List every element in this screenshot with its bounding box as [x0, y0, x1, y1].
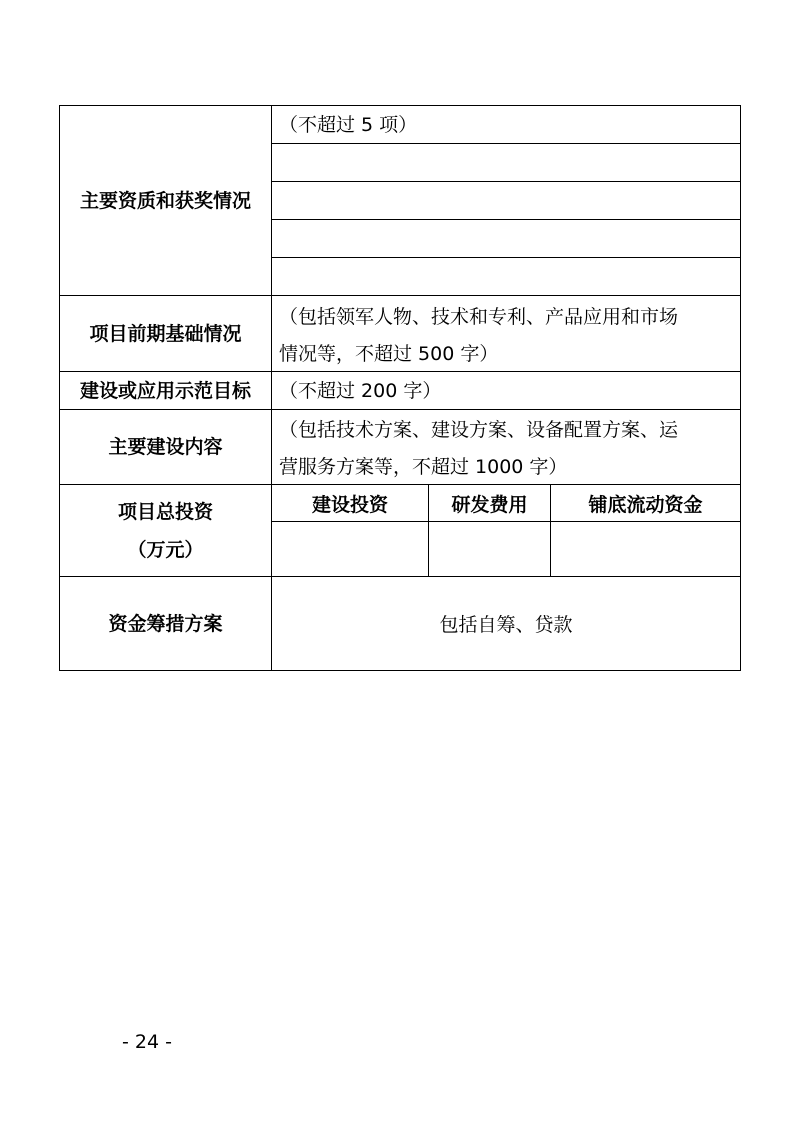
qualifications-label: 主要资质和获奖情况 [79, 189, 251, 212]
investment-column-header-rnd: 研发费用 [451, 493, 528, 516]
table-border-right [740, 105, 741, 671]
investment-column-header-working-capital: 铺底流动资金 [588, 493, 703, 516]
investment-value-construction[interactable] [272, 522, 428, 576]
foundation-note-line1: （包括领军人物、技术和专利、产品应用和市场 [279, 306, 679, 328]
investment-label [60, 485, 271, 576]
qualifications-subrow-divider [271, 219, 741, 220]
foundation-note-line2: 情况等，不超过 500 字） [279, 343, 499, 365]
investment-label-line2: （万元） [127, 538, 204, 561]
page-number: - 24 - [122, 1031, 172, 1053]
investment-value-rnd[interactable] [429, 522, 550, 576]
demonstration-note: （不超过 200 字） [279, 380, 442, 402]
qualifications-subrow-divider [271, 181, 741, 182]
investment-value-working-capital[interactable] [551, 522, 740, 576]
funding-content: 包括自筹、贷款 [439, 614, 573, 636]
table-border-bottom [59, 670, 741, 671]
funding-label: 资金筹措方案 [108, 612, 223, 635]
construction-note-line1: （包括技术方案、建设方案、设备配置方案、运 [279, 419, 679, 441]
construction-note-line2: 营服务方案等，不超过 1000 字） [279, 456, 568, 478]
investment-column-header-construction: 建设投资 [311, 493, 388, 516]
investment-label-line1: 项目总投资 [117, 500, 213, 523]
construction-label: 主要建设内容 [108, 436, 223, 458]
foundation-label: 项目前期基础情况 [89, 322, 242, 345]
qualifications-note: （不超过 5 项） [279, 114, 418, 136]
demonstration-label: 建设或应用示范目标 [79, 379, 251, 402]
qualifications-subrow-divider [271, 257, 741, 258]
